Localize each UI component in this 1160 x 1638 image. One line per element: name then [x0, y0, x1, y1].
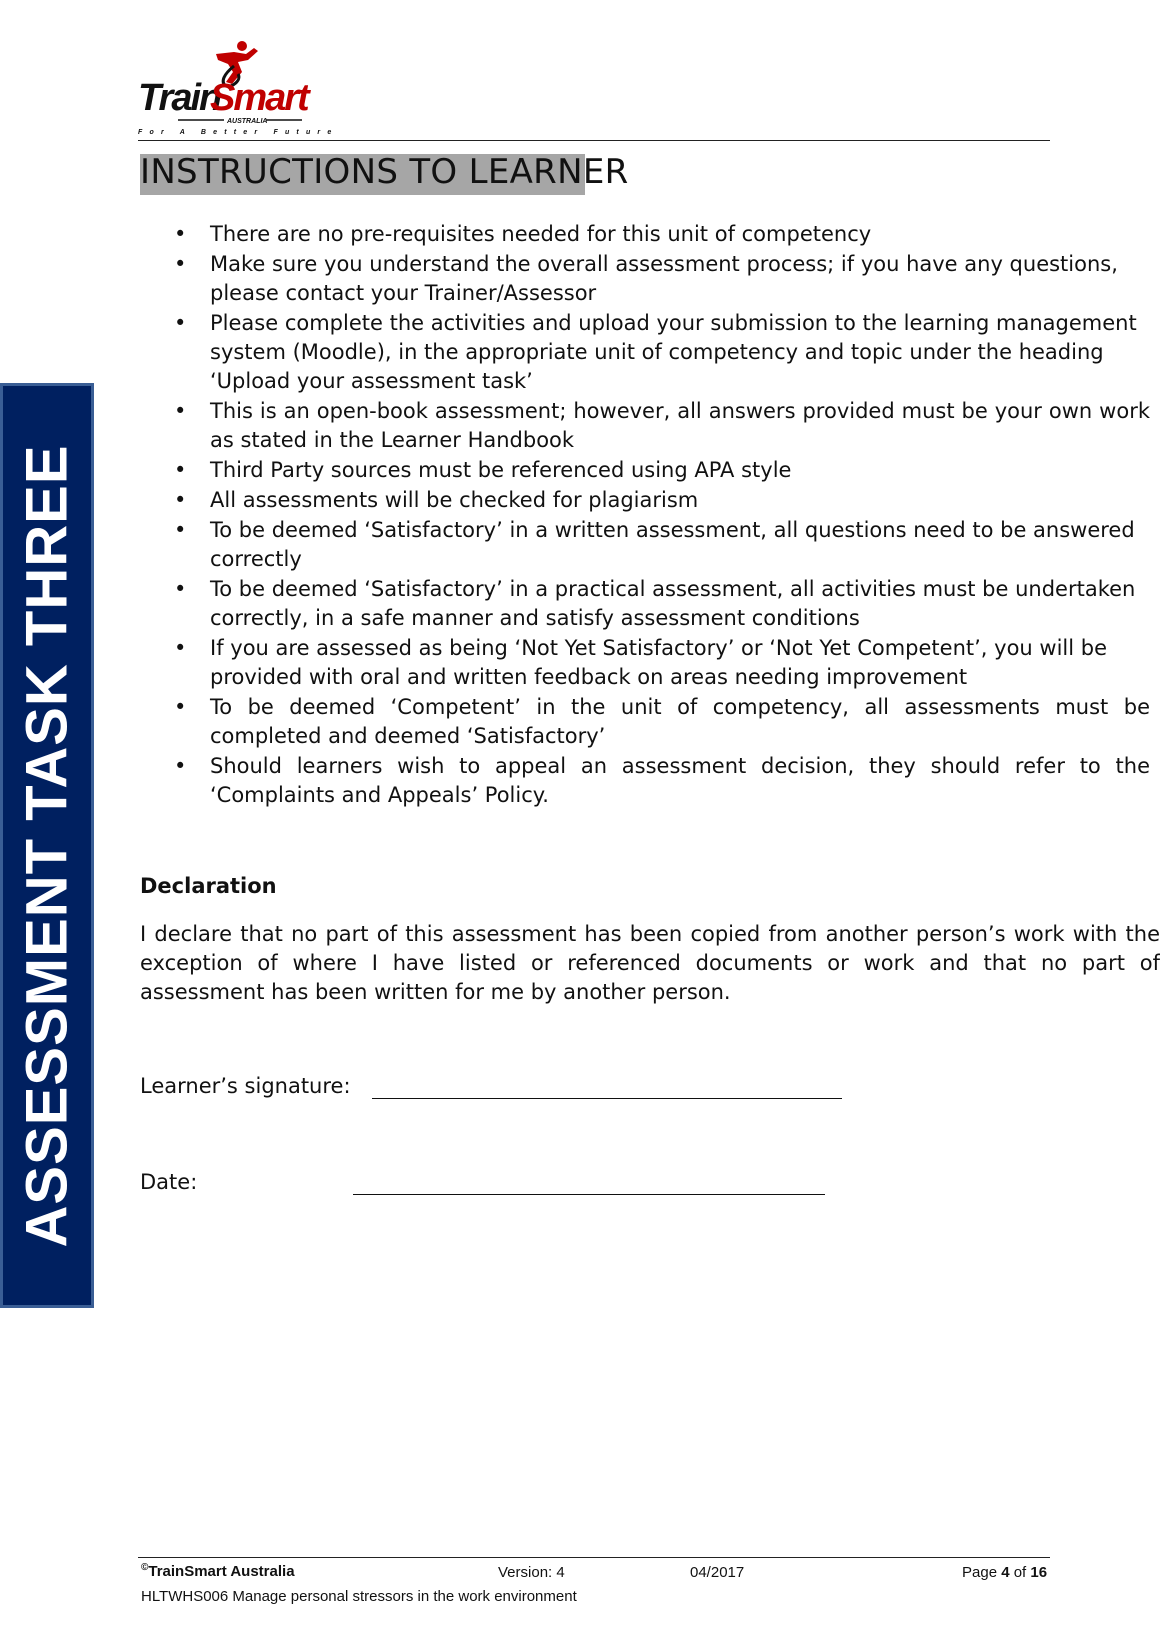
list-item: • Third Party sources must be referenced using APA style: [174, 458, 792, 482]
footer-unit-title: HLTWHS006 Manage personal stressors in the work environment: [141, 1588, 577, 1605]
list-item: • Make sure you understand the overall assessment process; if you have any questions, please contact your Trainer/Assessor: [174, 252, 1118, 305]
list-item: • If you are assessed as being ‘Not Yet Satisfactory’ or ‘Not Yet Competent’, you will be provided with oral and written feedback on areas needing improvement: [174, 636, 1108, 689]
trainsmart-logo: [138, 38, 339, 138]
instructions-list: [140, 220, 1158, 811]
list-item: • This is an open-book assessment; however, all answers provided must be your own work as stated in the Learner Handbook: [174, 399, 1150, 452]
logo-train: Train: [138, 77, 221, 119]
footer-date: 04/2017: [690, 1564, 745, 1581]
list-item: • To be deemed ‘Competent’ in the unit of competency, all assessments must be completed and deemed ‘Satisfactory’: [174, 695, 1150, 748]
logo-smart: Smart: [210, 77, 308, 119]
footer-page-number: Page 4 of 16: [962, 1564, 1048, 1581]
footer-version: Version: 4: [498, 1564, 565, 1581]
declaration-text: I declare that no part of this assessment has been copied from another person’s work with the exception of where I have listed or referenced documents or work and that no part of assessment has been written for me by another person.: [140, 922, 1160, 1004]
svg-text:For A Better Future: For A Better Future: [138, 129, 339, 136]
declaration-heading: Declaration: [140, 874, 277, 898]
list-item: • Please complete the activities and upload your submission to the learning management system (Moodle), in the appropriate unit of competency and topic under the heading ‘Upload your assessment task’: [174, 311, 1137, 393]
list-item: • To be deemed ‘Satisfactory’ in a written assessment, all questions need to be answered correctly: [174, 518, 1135, 571]
signature-field[interactable]: [372, 1098, 842, 1099]
date-label: Date:: [140, 1170, 198, 1194]
footer-divider: [138, 1557, 1050, 1558]
list-item: • All assessments will be checked for plagiarism: [174, 488, 699, 512]
side-tab: [0, 383, 94, 1308]
list-item: • Should learners wish to appeal an assessment decision, they should refer to the ‘Complaints and Appeals’ Policy.: [174, 754, 1150, 807]
page-title: INSTRUCTIONS TO LEARNER: [140, 152, 629, 192]
list-item: • To be deemed ‘Satisfactory’ in a practical assessment, all activities must be undertaken correctly, in a safe manner and satisfy assessment conditions: [174, 577, 1136, 630]
signature-label: Learner’s signature:: [140, 1074, 351, 1098]
date-field[interactable]: [353, 1194, 825, 1195]
side-tab-label: ASSESSMENT TASK THREE: [14, 443, 80, 1248]
list-item: • There are no pre-requisites needed for this unit of competency: [174, 222, 872, 246]
footer-copyright: ©TrainSmart Australia: [141, 1562, 295, 1580]
svg-text:AUSTRALIA: AUSTRALIA: [227, 118, 268, 125]
header-divider: [138, 140, 1050, 141]
